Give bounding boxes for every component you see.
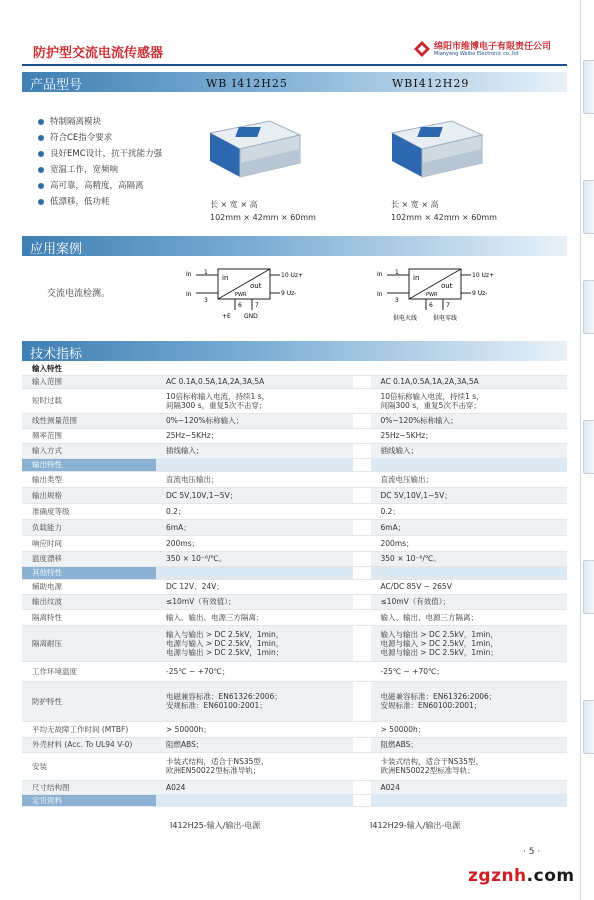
spec-value-model-1: DC 12V、24V； (156, 579, 353, 594)
svg-text:供电零线: 供电零线 (433, 315, 458, 322)
spec-value-model-1 (156, 794, 353, 806)
column-gap (353, 721, 371, 737)
spec-label: 其他特性 (22, 566, 156, 579)
table-row (22, 594, 567, 609)
spec-value-model-2: 输入、输出、电源三方隔离； (371, 609, 568, 625)
svg-text:in: in (222, 274, 229, 282)
column-gap (353, 780, 371, 794)
spec-label: 定货资料 (22, 794, 156, 806)
spec-value-model-2: 插线输入； (371, 443, 568, 458)
spec-label: 辅助电源 (22, 579, 156, 594)
spec-value-model-1 (156, 566, 353, 579)
svg-text:7: 7 (255, 302, 259, 309)
spec-value-model-2: 350 × 10⁻⁶/℃。 (371, 551, 568, 566)
spec-label: 响应时间 (22, 535, 156, 551)
spec-value-model-1: 卡装式结构，适合于NS35型、 欧洲EN50022型标准导轨； (156, 752, 353, 780)
column-gap (353, 681, 371, 721)
column-gap (353, 752, 371, 780)
bullet-icon (38, 167, 44, 173)
table-row (22, 413, 567, 428)
spec-label: 输出规格 (22, 487, 156, 503)
bullet-icon (38, 199, 44, 205)
list-item: 高可靠，高精度，高隔离 (38, 178, 162, 194)
bullet-icon (38, 183, 44, 189)
column-gap (353, 566, 371, 579)
table-row (22, 362, 567, 375)
svg-text:in: in (413, 274, 420, 282)
column-gap (353, 443, 371, 458)
svg-text:3: 3 (395, 297, 399, 304)
product-image-1 (200, 113, 310, 183)
column-gap (353, 737, 371, 752)
table-row (22, 535, 567, 551)
spec-value-model-2: A024 (371, 780, 568, 794)
table-row (22, 737, 567, 752)
spec-label: 负载能力 (22, 519, 156, 535)
svg-text:10 Uz+: 10 Uz+ (472, 272, 495, 279)
spec-value-model-2: 输入与输出 > DC 2.5kV，1min， 电源与输入 > DC 2.5kV，1min， 电源与输出 > DC 2.5kV，1min； (371, 625, 568, 661)
column-gap (353, 579, 371, 594)
column-gap (353, 551, 371, 566)
ordering-info-1: I412H25-输入/输出-电源 (170, 821, 261, 830)
column-gap (353, 503, 371, 519)
svg-text:供电火线: 供电火线 (393, 315, 418, 322)
company-name-en: Mianyang Weibo Electronic co.,ltd (434, 51, 519, 57)
side-tab[interactable] (583, 280, 594, 334)
spec-label: 输出类型 (22, 471, 156, 487)
table-row (22, 487, 567, 503)
svg-text:9 Uz-: 9 Uz- (281, 290, 297, 297)
table-row (22, 458, 567, 471)
table-row (22, 519, 567, 535)
table-row (22, 661, 567, 681)
spec-value-model-2 (371, 458, 568, 471)
spec-value-model-1 (156, 458, 353, 471)
table-row (22, 625, 567, 661)
table-row (22, 780, 567, 794)
list-item: 符合CE指令要求 (38, 130, 162, 146)
column-gap (353, 458, 371, 471)
table-row (22, 443, 567, 458)
dimensions-1: 长 × 宽 × 高 102mm × 42mm × 60mm (210, 200, 316, 222)
svg-text:PWR: PWR (235, 292, 247, 298)
side-tab[interactable] (583, 60, 594, 114)
table-row (22, 428, 567, 443)
svg-text:In: In (186, 291, 192, 298)
logo-icon (412, 39, 432, 59)
spec-value-model-1 (156, 362, 353, 375)
spec-value-model-1: 插线输入； (156, 443, 353, 458)
spec-value-model-2: 25Hz~5KHz； (371, 428, 568, 443)
svg-text:+E: +E (222, 313, 231, 320)
column-gap (353, 375, 371, 388)
table-row (22, 503, 567, 519)
table-row (22, 721, 567, 737)
svg-text:1: 1 (395, 269, 399, 276)
svg-text:9 Uz-: 9 Uz- (472, 290, 488, 297)
bullet-icon (38, 151, 44, 157)
list-item: 宽温工作，宽频响 (38, 162, 162, 178)
company-name-cn: 绵阳市维博电子有限责任公司 (434, 42, 552, 52)
side-tab[interactable] (583, 700, 594, 754)
spec-value-model-2 (371, 794, 568, 806)
spec-value-model-2: 直流电压输出； (371, 471, 568, 487)
column-gap (353, 471, 371, 487)
spec-table (22, 362, 567, 807)
watermark: zgznh.com (468, 866, 575, 886)
table-row (22, 579, 567, 594)
bullet-icon (38, 135, 44, 141)
column-gap (353, 625, 371, 661)
spec-value-model-2 (371, 566, 568, 579)
spec-label: 输入方式 (22, 443, 156, 458)
spec-value-model-2: AC 0.1A,0.5A,1A,2A,3A,5A (371, 375, 568, 388)
svg-text:1: 1 (204, 269, 208, 276)
spec-value-model-2: 0.2； (371, 503, 568, 519)
spec-value-model-1: 200ms； (156, 535, 353, 551)
table-row (22, 752, 567, 780)
dimensions-2: 长 × 宽 × 高 102mm × 42mm × 60mm (391, 200, 497, 222)
section-band-specs (22, 341, 567, 361)
column-gap (353, 535, 371, 551)
side-tab[interactable] (583, 180, 594, 234)
side-tab[interactable] (583, 560, 594, 614)
column-gap (353, 794, 371, 806)
spec-value-model-1: 输入与输出 > DC 2.5kV，1min， 电源与输入 > DC 2.5kV，1min， 电源与输出 > DC 2.5kV，1min； (156, 625, 353, 661)
spec-value-model-1: 350 × 10⁻⁶/℃。 (156, 551, 353, 566)
spec-value-model-1: 10倍标称输入电流，持续1 s， 间隔300 s，重复5次不击穿； (156, 388, 353, 413)
svg-text:7: 7 (446, 302, 450, 309)
ordering-info-2: I412H29-输入/输出-电源 (370, 821, 461, 830)
bullet-icon (38, 119, 44, 125)
spec-value-model-1: -25℃ ~ +70℃； (156, 661, 353, 681)
spec-value-model-1: DC 5V,10V,1~5V； (156, 487, 353, 503)
section-band-application (22, 236, 567, 256)
side-tab[interactable] (583, 420, 594, 474)
spec-value-model-1: 直流电压输出； (156, 471, 353, 487)
model-name-2: WBI412H29 (392, 77, 470, 90)
spec-value-model-1: 0.2； (156, 503, 353, 519)
svg-text:In: In (186, 271, 192, 278)
spec-value-model-1: 6mA； (156, 519, 353, 535)
spec-value-model-1: A024 (156, 780, 353, 794)
spec-value-model-1: > 50000h； (156, 721, 353, 737)
spec-label: 尺寸结构图 (22, 780, 156, 794)
spec-label: 工作环境温度 (22, 661, 156, 681)
spec-label: 输出特性 (22, 458, 156, 471)
table-row (22, 388, 567, 413)
spec-value-model-1: 电磁兼容标准：EN61326:2006； 安规标准：EN60100:2001； (156, 681, 353, 721)
spec-value-model-2: 200ms； (371, 535, 568, 551)
page-title: 防护型交流电流传感器 (33, 46, 164, 61)
wiring-diagram-1 (180, 266, 310, 324)
company-logo (412, 36, 562, 64)
spec-value-model-1: 0%~120%标称输入； (156, 413, 353, 428)
column-gap (353, 428, 371, 443)
spec-value-model-2: 卡装式结构，适合于NS35型、 欧洲EN50022型标准导轨； (371, 752, 568, 780)
table-row (22, 609, 567, 625)
spec-value-model-2: -25℃ ~ +70℃； (371, 661, 568, 681)
section-band-model (22, 72, 567, 92)
header-divider (22, 64, 567, 66)
product-image-2 (382, 113, 492, 183)
application-text: 交流电流检测。 (47, 289, 111, 299)
column-gap (353, 362, 371, 375)
svg-text:6: 6 (238, 302, 242, 309)
spec-label: 防护特性 (22, 681, 156, 721)
column-gap (353, 594, 371, 609)
table-row (22, 566, 567, 579)
svg-text:out: out (441, 282, 453, 290)
spec-value-model-2: > 50000h； (371, 721, 568, 737)
column-gap (353, 609, 371, 625)
column-gap (353, 661, 371, 681)
spec-label: 短时过载 (22, 388, 156, 413)
spec-label: 输出纹波 (22, 594, 156, 609)
table-row (22, 551, 567, 566)
section-title-application: 应用案例 (30, 242, 83, 257)
spec-value-model-2: 6mA； (371, 519, 568, 535)
spec-value-model-2: 10倍标称输入电流，持续1 s， 间隔300 s，重复5次不击穿； (371, 388, 568, 413)
svg-text:6: 6 (429, 302, 433, 309)
spec-value-model-2: 0%~120%标称输入； (371, 413, 568, 428)
svg-text:In: In (377, 271, 383, 278)
spec-value-model-2: 阻燃ABS； (371, 737, 568, 752)
svg-text:In: In (377, 291, 383, 298)
spec-value-model-2: AC/DC 85V ~ 265V (371, 579, 568, 594)
svg-text:10 Uz+: 10 Uz+ (281, 272, 304, 279)
svg-text:out: out (250, 282, 262, 290)
table-row (22, 375, 567, 388)
table-row (22, 681, 567, 721)
column-gap (353, 388, 371, 413)
spec-value-model-2 (371, 362, 568, 375)
side-tab-strip (583, 0, 594, 900)
spec-label: 平均无故障工作时间 (MTBF) (22, 721, 156, 737)
spec-value-model-2: ≤10mV（有效值）； (371, 594, 568, 609)
column-gap (353, 413, 371, 428)
wiring-diagram-2 (373, 266, 503, 324)
svg-text:PWR: PWR (426, 292, 438, 298)
column-gap (353, 487, 371, 503)
model-name-1: WB I412H25 (206, 77, 288, 90)
list-item: 特制隔离模块 (38, 114, 162, 130)
spec-label: 频率范围 (22, 428, 156, 443)
spec-label: 隔离耐压 (22, 625, 156, 661)
spec-label: 准确度等级 (22, 503, 156, 519)
svg-text:GND: GND (244, 313, 258, 320)
spec-label: 安装 (22, 752, 156, 780)
table-row (22, 471, 567, 487)
page-number: · 5 · (523, 847, 541, 857)
spec-value-model-2: 电磁兼容标准：EN61326:2006； 安规标准：EN60100:2001； (371, 681, 568, 721)
spec-label: 输入范围 (22, 375, 156, 388)
spec-label: 外壳材料 (Acc. To UL94 V-0) (22, 737, 156, 752)
feature-list (38, 114, 162, 210)
spec-label: 隔离特性 (22, 609, 156, 625)
spec-label: 输入特性 (22, 362, 156, 375)
svg-text:3: 3 (204, 297, 208, 304)
spec-value-model-1: 阻燃ABS； (156, 737, 353, 752)
spec-value-model-2: DC 5V,10V,1~5V； (371, 487, 568, 503)
spec-label: 温度漂移 (22, 551, 156, 566)
list-item: 良好EMC设计，抗干扰能力强 (38, 146, 162, 162)
column-gap (353, 519, 371, 535)
spec-value-model-1: ≤10mV（有效值）； (156, 594, 353, 609)
list-item: 低漂移，低功耗 (38, 194, 162, 210)
spec-label: 线性测量范围 (22, 413, 156, 428)
section-title-specs: 技术指标 (30, 347, 83, 362)
spec-value-model-1: 输入、输出、电源三方隔离； (156, 609, 353, 625)
spec-value-model-1: 25Hz~5KHz； (156, 428, 353, 443)
table-row (22, 794, 567, 806)
spec-value-model-1: AC 0.1A,0.5A,1A,2A,3A,5A (156, 375, 353, 388)
section-title-model: 产品型号 (30, 78, 83, 93)
